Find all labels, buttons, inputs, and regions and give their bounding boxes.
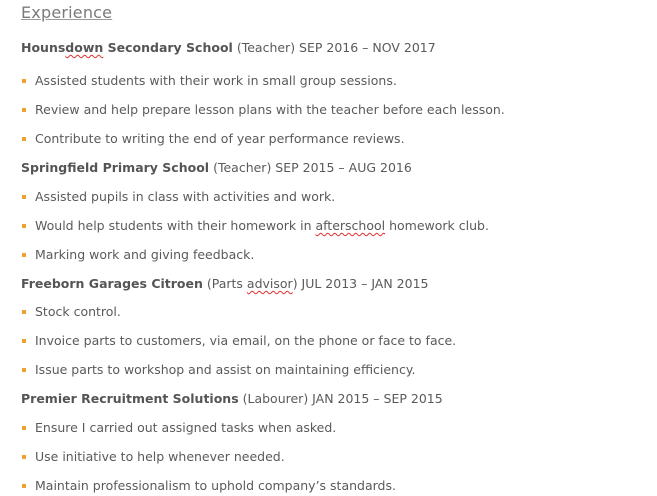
bullet-square-icon [22, 137, 26, 141]
job-meta: (Teacher) SEP 2016 – NOV 2017 [236, 40, 436, 55]
job-company: Springfield Primary School [21, 160, 210, 175]
list-item: Issue parts to workshop and assist on maintaining efficiency. [22, 362, 415, 378]
bullet-square-icon [22, 108, 26, 112]
section-heading-experience: Experience [21, 3, 113, 22]
list-item: Stock control. [22, 304, 121, 320]
job-entry-premier [21, 391, 443, 407]
spellcheck-flag: down [65, 40, 104, 55]
list-item: Contribute to writing the end of year performance reviews. [22, 131, 405, 147]
bullet-square-icon [22, 455, 26, 459]
bullet-square-icon [22, 310, 26, 314]
bullet-square-icon [22, 426, 26, 430]
job-entry-springfield [21, 160, 412, 176]
list-item: Use initiative to help whenever needed. [22, 449, 285, 465]
bullet-square-icon [22, 79, 26, 83]
job-entry-freeborn [21, 276, 428, 292]
bullet-square-icon [22, 253, 26, 257]
bullet-square-icon [22, 195, 26, 199]
list-item: Ensure I carried out assigned tasks when asked. [22, 420, 336, 436]
job-entry-houndsdown [21, 40, 436, 56]
list-item: Invoice parts to customers, via email, on the phone or face to face. [22, 333, 456, 349]
bullet-square-icon [22, 339, 26, 343]
bullet-square-icon [22, 224, 26, 228]
job-company: Freeborn Garages Citroen [21, 276, 203, 291]
list-item: Review and help prepare lesson plans with the teacher before each lesson. [22, 102, 505, 118]
spellcheck-flag: afterschool [315, 218, 386, 233]
job-meta: (Teacher) SEP 2015 – AUG 2016 [213, 160, 412, 175]
spellcheck-flag: advisor [246, 276, 293, 291]
list-item: Marking work and giving feedback. [22, 247, 254, 263]
list-item: Assisted students with their work in small group sessions. [22, 73, 397, 89]
job-company: Hounsdown Secondary School [21, 40, 233, 55]
job-meta: (Parts advisor) JUL 2013 – JAN 2015 [206, 276, 429, 291]
job-company: Premier Recruitment Solutions [21, 391, 239, 406]
job-meta: (Labourer) JAN 2015 – SEP 2015 [242, 391, 443, 406]
list-item: Maintain professionalism to uphold company’s standards. [22, 478, 396, 494]
bullet-square-icon [22, 484, 26, 488]
list-item: Assisted pupils in class with activities and work. [22, 189, 335, 205]
list-item: Would help students with their homework in afterschool homework club. [22, 218, 489, 234]
bullet-square-icon [22, 368, 26, 372]
